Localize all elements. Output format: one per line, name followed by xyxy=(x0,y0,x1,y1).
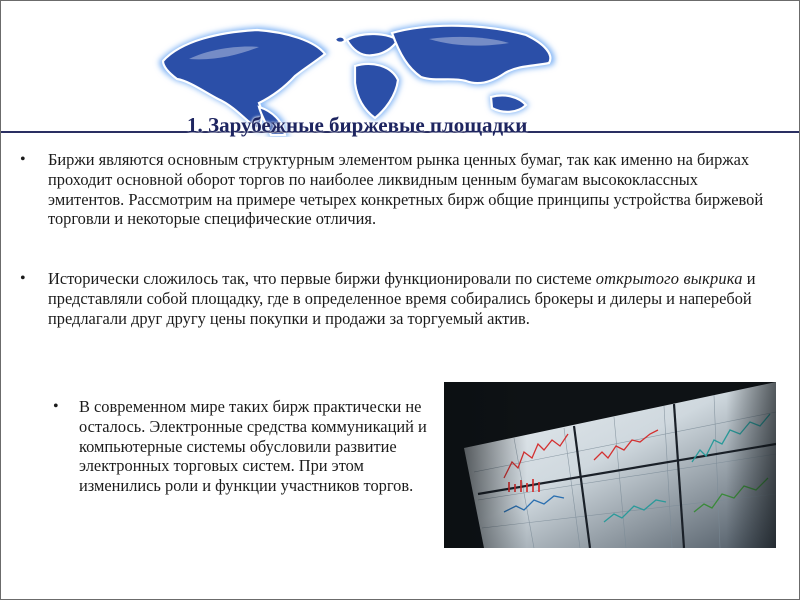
slide-title: 1. Зарубежные биржевые площадки xyxy=(187,113,528,137)
paragraph-modern xyxy=(53,397,429,496)
paragraph-text-end: и представляли собой площадку, где в определенное время собирались брокеры и дилеры и наперебой предлагали друг другу цены покупки и продажи за торгуемый актив. xyxy=(48,269,756,328)
paragraph-text: В современном мире таких бирж практически не осталось. Электронные средства коммуникаций и компьютерные системы обусловили развитие электронных торговых систем. При этом изменились роли и функции участников торгов. xyxy=(79,397,427,496)
bullet-icon: • xyxy=(20,270,26,287)
stock-chart-screen-icon xyxy=(444,382,776,548)
paragraph-text: Биржи являются основным структурным элементом рынка ценных бумаг, так как именно на биржах проходит основной оборот торгов по наиболее ликвидным ценным бумагам высококлассных эмитентов. Рассмотрим на примере четырех конкретных бирж общие принципы устройства биржевой торговли и некоторые специфические отличия. xyxy=(48,150,764,229)
bullet-icon: • xyxy=(20,151,26,168)
paragraph-exchanges xyxy=(20,150,768,229)
open-outcry-term: открытого выкрика xyxy=(595,269,743,288)
paragraph-history xyxy=(20,269,778,328)
bullet-icon: • xyxy=(53,398,59,415)
paragraph-text-start: Исторически сложилось так, что первые биржи функционировали по системе xyxy=(48,269,596,288)
